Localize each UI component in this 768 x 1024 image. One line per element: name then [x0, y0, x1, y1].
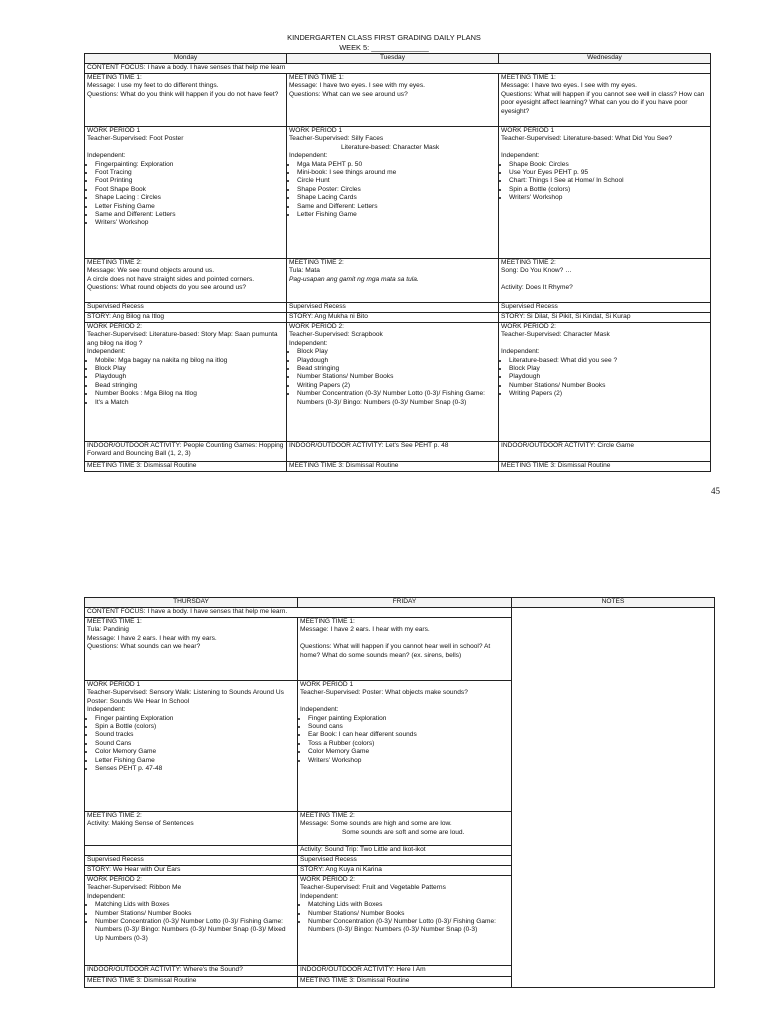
thursday-meeting-time-2: MEETING TIME 2: Activity: Making Sense of Sentences: [85, 812, 298, 846]
list-item: • Finger painting Exploration: [95, 715, 295, 723]
list-item: • Matching Lids with Boxes: [308, 901, 509, 909]
list-item: • Mini-book: I see things around me: [297, 169, 496, 177]
list-item: • Number Concentration (0-3)/ Number Lotto (0-3)/ Fishing Game: Numbers (0-3)/ Bingo: Numbers (0-3)/ Number Snap (0-3)/ Mixed Up Numbers (0-3): [95, 918, 295, 943]
wednesday-meeting-time-2: MEETING TIME 2: Song: Do You Know? … Activity: Does It Rhyme?: [499, 259, 711, 303]
monday-work-period-2: WORK PERIOD 2: Teacher-Supervised: Literature-based: Story Map: Saan pumunta ang bilog na itlog ? Independent: • Mobile: Mga bagay na nakita ng bilog na itlog • Block Play • Playdough • Bead stringing • Number Books : Mga Bilog na Itlog • It's a Match: [85, 323, 287, 442]
list-item: • Number Stations/ Number Books: [509, 382, 708, 390]
list-item: • Playdough: [509, 373, 708, 381]
list-item: • Chart: Things I See at Home/ In School: [509, 177, 708, 185]
list-item: • Block Play: [95, 365, 284, 373]
list-item: • Toss a Rubber (colors): [308, 740, 509, 748]
list-item: • Writers' Workshop: [308, 757, 509, 765]
list-item: • Same and Different: Letters: [297, 203, 496, 211]
tuesday-work-period-2: WORK PERIOD 2: Teacher-Supervised: Scrapbook Independent: • Block Play • Playdough • Bead stringing • Number Stations/ Number Books • Writing Papers (2) • Number Concentration (0-3)/ Number Lotto (0-3)/ Fishing Game: Numbers (0-3)/ Bingo: Numbers (0-3)/ Number Snap (0-3): [287, 323, 499, 442]
list-item: • Spin a Bottle (colors): [509, 186, 708, 194]
list-item: • Sound Cans: [95, 740, 295, 748]
list-item: • Number Stations/ Number Books: [297, 373, 496, 381]
thursday-story: STORY: We Hear with Our Ears: [85, 866, 298, 876]
list-item: • Shape Book: Circles: [509, 161, 708, 169]
list-item: • Number Concentration (0-3)/ Number Lotto (0-3)/ Fishing Game: Numbers (0-3)/ Bingo: Numbers (0-3)/ Number Snap (0-3): [297, 390, 496, 407]
tuesday-meeting-time-1: MEETING TIME 1: Message: I have two eyes. I see with my eyes. Questions: What can we see around us?: [287, 74, 499, 127]
friday-work-period-1: WORK PERIOD 1 Teacher-Supervised: Poster: What objects make sounds? Independent: • Finger painting Exploration • Sound cans • Ear Book: I can hear different sounds • Toss a Rubber (colors) • Color Memory Game • Writers' Workshop: [298, 681, 512, 812]
list-item: • Number Stations/ Number Books: [308, 910, 509, 918]
monday-indoor-outdoor-activity: INDOOR/OUTDOOR ACTIVITY: People Counting Games: Hopping Forward and Bouncing Ball (1, 2, 3): [85, 442, 287, 462]
thursday-recess: Supervised Recess: [85, 856, 298, 866]
thursday-work-period-1: WORK PERIOD 1 Teacher-Supervised: Sensory Walk: Listening to Sounds Around Us Poster: Sounds We Hear In School Independent: • Finger painting Exploration • Spin a Bottle (colors) • Sound tracks • Sound Cans • Color Memory Game • Letter Fishing Game • Senses PEHT p. 47-48: [85, 681, 298, 812]
monday-work-period-1: WORK PERIOD 1 Teacher-Supervised: Foot Poster Independent: • Fingerpainting: Exploration • Foot Tracing • Foot Printing • Foot Shape Book • Shape Lacing : Circles • Letter Fishing Game • Same and Different: Letters • Writers' Workshop: [85, 127, 287, 259]
tuesday-meeting-time-3: MEETING TIME 3: Dismissal Routine: [287, 462, 499, 472]
day-header-tuesday: Tuesday: [287, 54, 499, 64]
list-item: • Bead stringing: [297, 365, 496, 373]
list-item: • Senses PEHT p. 47-48: [95, 765, 295, 773]
content-focus: CONTENT FOCUS: I have a body. I have senses that help me learn: [85, 64, 711, 74]
list-item: • Use Your Eyes PEHT p. 95: [509, 169, 708, 177]
monday-meeting-time-2: MEETING TIME 2: Message: We see round objects around us. A circle does not have straight sides and pointed corners. Questions: What round objects do you see around us?: [85, 259, 287, 303]
page-number: 45: [711, 486, 720, 496]
list-item: • Foot Tracing: [95, 169, 284, 177]
day-header-friday: FRIDAY: [298, 598, 512, 608]
list-item: • Color Memory Game: [308, 748, 509, 756]
monday-story: STORY: Ang Bilog na Itlog: [85, 313, 287, 323]
list-item: • Playdough: [95, 373, 284, 381]
friday-recess: Supervised Recess: [298, 856, 512, 866]
notes-header: NOTES: [512, 598, 715, 608]
list-item: • Writing Papers (2): [509, 390, 708, 398]
list-item: • Writing Papers (2): [297, 382, 496, 390]
list-item: • Block Play: [297, 348, 496, 356]
week-label: WEEK 5: ______________: [339, 43, 429, 52]
wednesday-story: STORY: Si Dilat, Si Pikit, Si Kindat, Si Kurap: [499, 313, 711, 323]
friday-indoor-outdoor-activity: INDOOR/OUTDOOR ACTIVITY: Here I Am: [298, 966, 512, 977]
tuesday-meeting-time-2: MEETING TIME 2: Tula: Mata Pag-usapan ang gamit ng mga mata sa tula.: [287, 259, 499, 303]
wednesday-work-period-2: WORK PERIOD 2: Teacher-Supervised: Character Mask Independent: • Literature-based: What did you see ? • Block Play • Playdough • Number Stations/ Number Books • Writing Papers (2): [499, 323, 711, 442]
content-focus: CONTENT FOCUS: I have a body. I have senses that help me learn.: [85, 608, 512, 618]
list-item: • Block Play: [509, 365, 708, 373]
thursday-meeting-time-3: MEETING TIME 3: Dismissal Routine: [85, 977, 298, 988]
friday-meeting-time-2-activity: Activity: Sound Trip: Two Little and Ikot-ikot: [298, 846, 512, 856]
list-item: • Foot Printing: [95, 177, 284, 185]
list-item: • Mga Mata PEHT p. 50: [297, 161, 496, 169]
wednesday-meeting-time-1: MEETING TIME 1: Message: I have two eyes. I see with my eyes. Questions: What will happen if you cannot see well in class? How can poor eyesight affect learning? What can you do if you have poor eyesight?: [499, 74, 711, 127]
monday-recess: Supervised Recess: [85, 303, 287, 313]
list-item: • Spin a Bottle (colors): [95, 723, 295, 731]
wednesday-meeting-time-3: MEETING TIME 3: Dismissal Routine: [499, 462, 711, 472]
thursday-indoor-outdoor-activity: INDOOR/OUTDOOR ACTIVITY: Where's the Sound?: [85, 966, 298, 977]
friday-story: STORY: Ang Kuya ni Karina: [298, 866, 512, 876]
friday-meeting-time-3: MEETING TIME 3: Dismissal Routine: [298, 977, 512, 988]
tuesday-recess: Supervised Recess: [287, 303, 499, 313]
list-item: • Sound tracks: [95, 731, 295, 739]
day-header-thursday: THURSDAY: [85, 598, 298, 608]
list-item: • Circle Hunt: [297, 177, 496, 185]
list-item: • Matching Lids with Boxes: [95, 901, 295, 909]
list-item: • Finger painting Exploration: [308, 715, 509, 723]
list-item: • Letter Fishing Game: [297, 211, 496, 219]
list-item: • Sound cans: [308, 723, 509, 731]
list-item: • Mobile: Mga bagay na nakita ng bilog na itlog: [95, 357, 284, 365]
list-item: • Number Stations/ Number Books: [95, 910, 295, 918]
list-item: • Color Memory Game: [95, 748, 295, 756]
tuesday-story: STORY: Ang Mukha ni Bito: [287, 313, 499, 323]
list-item: • It's a Match: [95, 399, 284, 407]
list-item: • Letter Fishing Game: [95, 757, 295, 765]
list-item: • Number Books : Mga Bilog na Itlog: [95, 390, 284, 398]
wednesday-indoor-outdoor-activity: INDOOR/OUTDOOR ACTIVITY: Circle Game: [499, 442, 711, 462]
notes-area: [512, 608, 715, 988]
wednesday-work-period-1: WORK PERIOD 1 Teacher-Supervised: Literature-based: What Did You See? Independent: • Shape Book: Circles • Use Your Eyes PEHT p. 95 • Chart: Things I See at Home/ In School • Spin a Bottle (colors) • Writers' Workshop: [499, 127, 711, 259]
document-title: KINDERGARTEN CLASS FIRST GRADING DAILY PLANS: [287, 33, 481, 42]
thursday-work-period-2: WORK PERIOD 2: Teacher-Supervised: Ribbon Me Independent: • Matching Lids with Boxes • Number Stations/ Number Books • Number Concentration (0-3)/ Number Lotto (0-3)/ Fishing Game: Numbers (0-3)/ Bingo: Numbers (0-3)/ Number Snap (0-3)/ Mixed Up Numbers (0-3): [85, 876, 298, 966]
thursday-meeting-time-1: MEETING TIME 1: Tula: Pandinig Message: I have 2 ears. I hear with my ears. Questions: What sounds can we hear?: [85, 618, 298, 681]
list-item: • Fingerpainting: Exploration: [95, 161, 284, 169]
list-item: • Shape Lacing : Circles: [95, 194, 284, 202]
monday-meeting-time-3: MEETING TIME 3: Dismissal Routine: [85, 462, 287, 472]
list-item: • Same and Different: Letters: [95, 211, 284, 219]
friday-meeting-time-2: MEETING TIME 2: Message: Some sounds are high and some are low. Some sounds are soft and some are loud.: [298, 812, 512, 846]
list-item: • Shape Poster: Circles: [297, 186, 496, 194]
monday-meeting-time-1: MEETING TIME 1: Message: I use my feet to do different things. Questions: What do you think will happen if you do not have feet?: [85, 74, 287, 127]
list-item: • Writers' Workshop: [95, 219, 284, 227]
wednesday-recess: Supervised Recess: [499, 303, 711, 313]
week-plan-table-top: [84, 53, 711, 472]
list-item: • Bead stringing: [95, 382, 284, 390]
list-item: • Foot Shape Book: [95, 186, 284, 194]
list-item: • Number Concentration (0-3)/ Number Lotto (0-3)/ Fishing Game: Numbers (0-3)/ Bingo: Numbers (0-3)/ Number Snap (0-3): [308, 918, 509, 935]
list-item: • Shape Lacing Cards: [297, 194, 496, 202]
day-header-wednesday: Wednesday: [499, 54, 711, 64]
list-item: • Literature-based: What did you see ?: [509, 357, 708, 365]
list-item: • Writers' Workshop: [509, 194, 708, 202]
friday-work-period-2: WORK PERIOD 2: Teacher-Supervised: Fruit and Vegetable Patterns Independent: • Matching Lids with Boxes • Number Stations/ Number Books • Number Concentration (0-3)/ Number Lotto (0-3)/ Fishing Game: Numbers (0-3)/ Bingo: Numbers (0-3)/ Number Snap (0-3): [298, 876, 512, 966]
day-header-monday: Monday: [85, 54, 287, 64]
list-item: • Ear Book: I can hear different sounds: [308, 731, 509, 739]
list-item: • Playdough: [297, 357, 496, 365]
friday-meeting-time-1: MEETING TIME 1: Message: I have 2 ears. I hear with my ears. Questions: What will happen if you cannot hear well in school? At home? What do some sounds mean? (ex. sirens, bells): [298, 618, 512, 681]
week-plan-table-bottom: [84, 597, 715, 988]
tuesday-work-period-1: WORK PERIOD 1 Teacher-Supervised: Silly Faces Literature-based: Character Mask Independent: • Mga Mata PEHT p. 50 • Mini-book: I see things around me • Circle Hunt • Shape Poster: Circles • Shape Lacing Cards • Same and Different: Letters • Letter Fishing Game: [287, 127, 499, 259]
list-item: • Letter Fishing Game: [95, 203, 284, 211]
tuesday-indoor-outdoor-activity: INDOOR/OUTDOOR ACTIVITY: Let's See PEHT p. 48: [287, 442, 499, 462]
